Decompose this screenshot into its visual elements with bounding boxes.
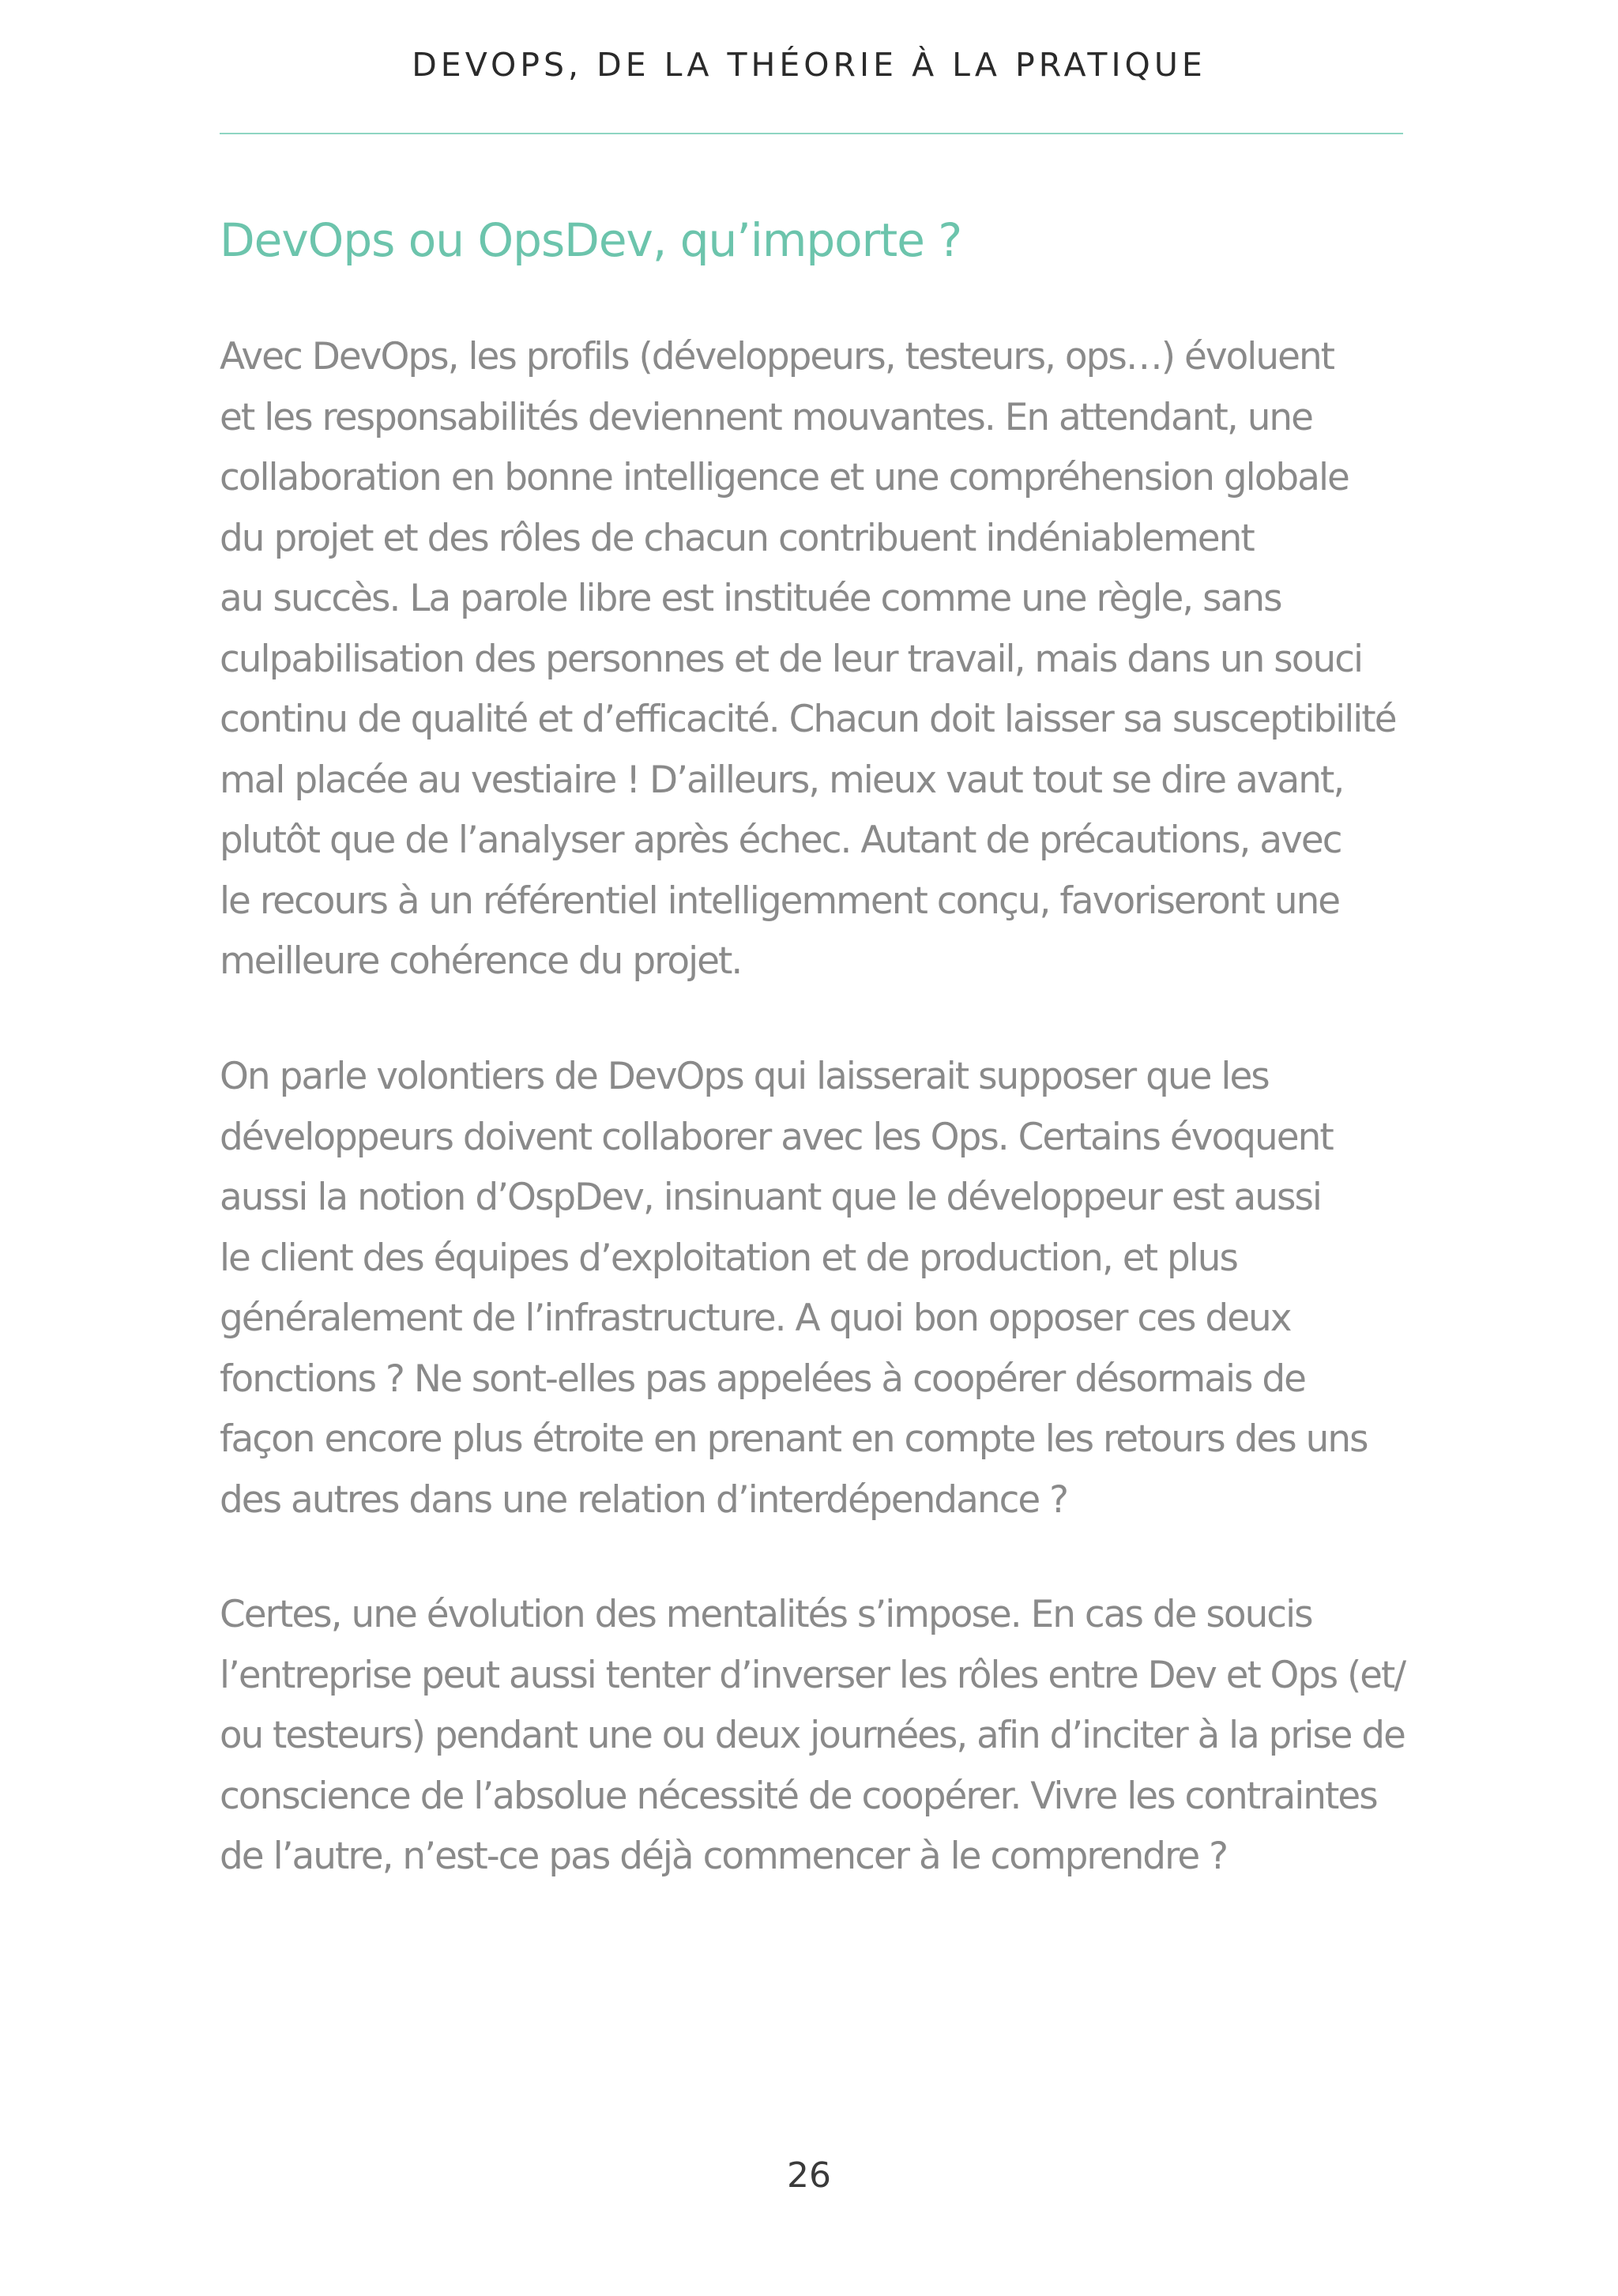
paragraph-line: ou testeurs) pendant une ou deux journées, afin d’inciter à la prise de <box>220 1714 1405 1757</box>
paragraph-line: Avec DevOps, les profils (développeurs, testeurs, ops…) évoluent <box>220 335 1334 378</box>
paragraph-line: fonctions ? Ne sont-elles pas appelées à coopérer désormais de <box>220 1357 1306 1401</box>
paragraph-3 <box>220 1585 1420 1888</box>
paragraph-line: plutôt que de l’analyser après échec. Autant de précautions, avec <box>220 819 1341 862</box>
paragraph-line: de l’autre, n’est-ce pas déjà commencer à le comprendre ? <box>220 1835 1228 1878</box>
paragraph-line: généralement de l’infrastructure. A quoi bon opposer ces deux <box>220 1297 1291 1340</box>
paragraph-line: mal placée au vestiaire ! D’ailleurs, mieux vaut tout se dire avant, <box>220 758 1344 802</box>
paragraph-line: façon encore plus étroite en prenant en compte les retours des uns <box>220 1417 1368 1461</box>
paragraph-line: des autres dans une relation d’interdépendance ? <box>220 1477 1068 1522</box>
paragraph-2 <box>220 1047 1420 1530</box>
paragraph-line: du projet et des rôles de chacun contribuent indéniablement <box>220 516 1254 560</box>
paragraph-line: meilleure cohérence du projet. <box>220 939 742 983</box>
section-title: DevOps ou OpsDev, qu’importe ? <box>220 213 962 267</box>
paragraph-line: au succès. La parole libre est instituée comme une règle, sans <box>220 577 1281 620</box>
header-divider <box>220 133 1403 134</box>
page-number: 26 <box>787 2155 831 2196</box>
paragraph-line: Certes, une évolution des mentalités s’impose. En cas de soucis <box>220 1593 1312 1636</box>
running-header: DEVOPS, DE LA THÉORIE À LA PRATIQUE <box>412 46 1206 84</box>
paragraph-line: culpabilisation des personnes et de leur travail, mais dans un souci <box>220 637 1363 681</box>
paragraph-line: On parle volontiers de DevOps qui laisserait supposer que les <box>220 1055 1269 1098</box>
paragraph-line: aussi la notion d’OspDev, insinuant que le développeur est aussi <box>220 1176 1321 1219</box>
paragraph-line: le recours à un référentiel intelligemment conçu, favoriseront une <box>220 879 1340 923</box>
paragraph-line: développeurs doivent collaborer avec les Ops. Certains évoquent <box>220 1115 1333 1159</box>
paragraph-line: le client des équipes d’exploitation et de production, et plus <box>220 1236 1237 1280</box>
paragraph-line: collaboration en bonne intelligence et une compréhension globale <box>220 456 1349 499</box>
paragraph-1 <box>220 327 1420 992</box>
paragraph-line: l’entreprise peut aussi tenter d’inverser les rôles entre Dev et Ops (et/ <box>220 1653 1405 1697</box>
paragraph-line: continu de qualité et d’efficacité. Chacun doit laisser sa susceptibilité <box>220 698 1396 741</box>
paragraph-line: conscience de l’absolue nécessité de coopérer. Vivre les contraintes <box>220 1774 1377 1818</box>
paragraph-line: et les responsabilités deviennent mouvantes. En attendant, une <box>220 395 1313 439</box>
